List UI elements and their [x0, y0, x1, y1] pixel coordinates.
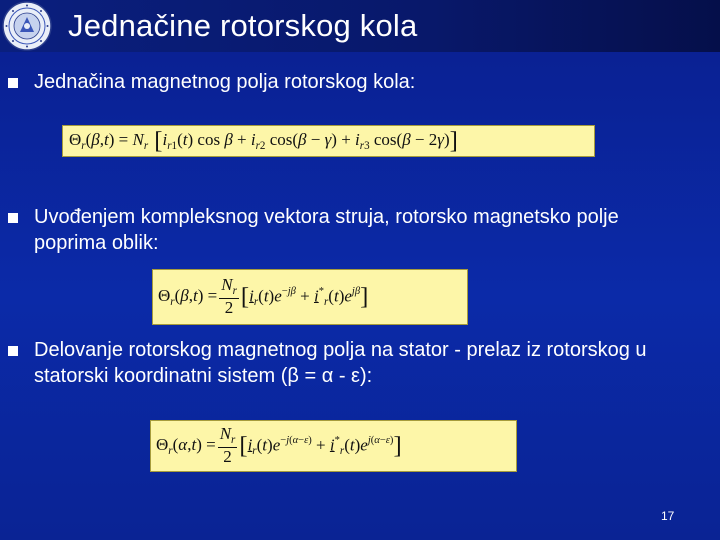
page-number: 17 — [661, 509, 675, 523]
square-bullet-icon — [8, 213, 18, 223]
equation-rotor-field: $\Theta_r(\beta,t) = N_r$ [ $i_{r1}(t)$ $\cos \beta + i_{r2}$ $\cos(\beta - \gamma) + i_{r3}$ cos(β − 2γ) ] — [62, 125, 595, 157]
bullet-text: Uvođenjem kompleksnog vektora struja, rotorsko magnetsko polje poprima oblik: — [34, 206, 619, 254]
square-bullet-icon — [8, 346, 18, 356]
title-bar — [0, 0, 720, 52]
slide-title: Jednačine rotorskog kola — [68, 8, 418, 43]
equation-stator-frame: $\Theta_r(\alpha,t)$ = $\frac{N_r}{2}$ [ $i_r(t)e^{-j(\alpha-\varepsilon)} + i^*_r(t)e^{j(\alpha-\varepsilon)}$ ] — [150, 420, 517, 472]
bullet-text: Delovanje rotorskog magnetnog polja na stator - prelaz iz rotorskog u statorski koordinatni sistem (β = α - ε): — [34, 339, 647, 387]
square-bullet-icon — [8, 78, 18, 88]
bullet-text: Jednačina magnetnog polja rotorskog kola: — [34, 71, 416, 93]
university-seal-icon — [2, 1, 52, 51]
equation-complex-vector: $\Theta_r(\beta,t)$ = $\frac{N_r}{2}$ [ $i_r(t)e^{-j\beta} + i^*_r(t)e^{j\beta}$ ] — [152, 269, 468, 325]
